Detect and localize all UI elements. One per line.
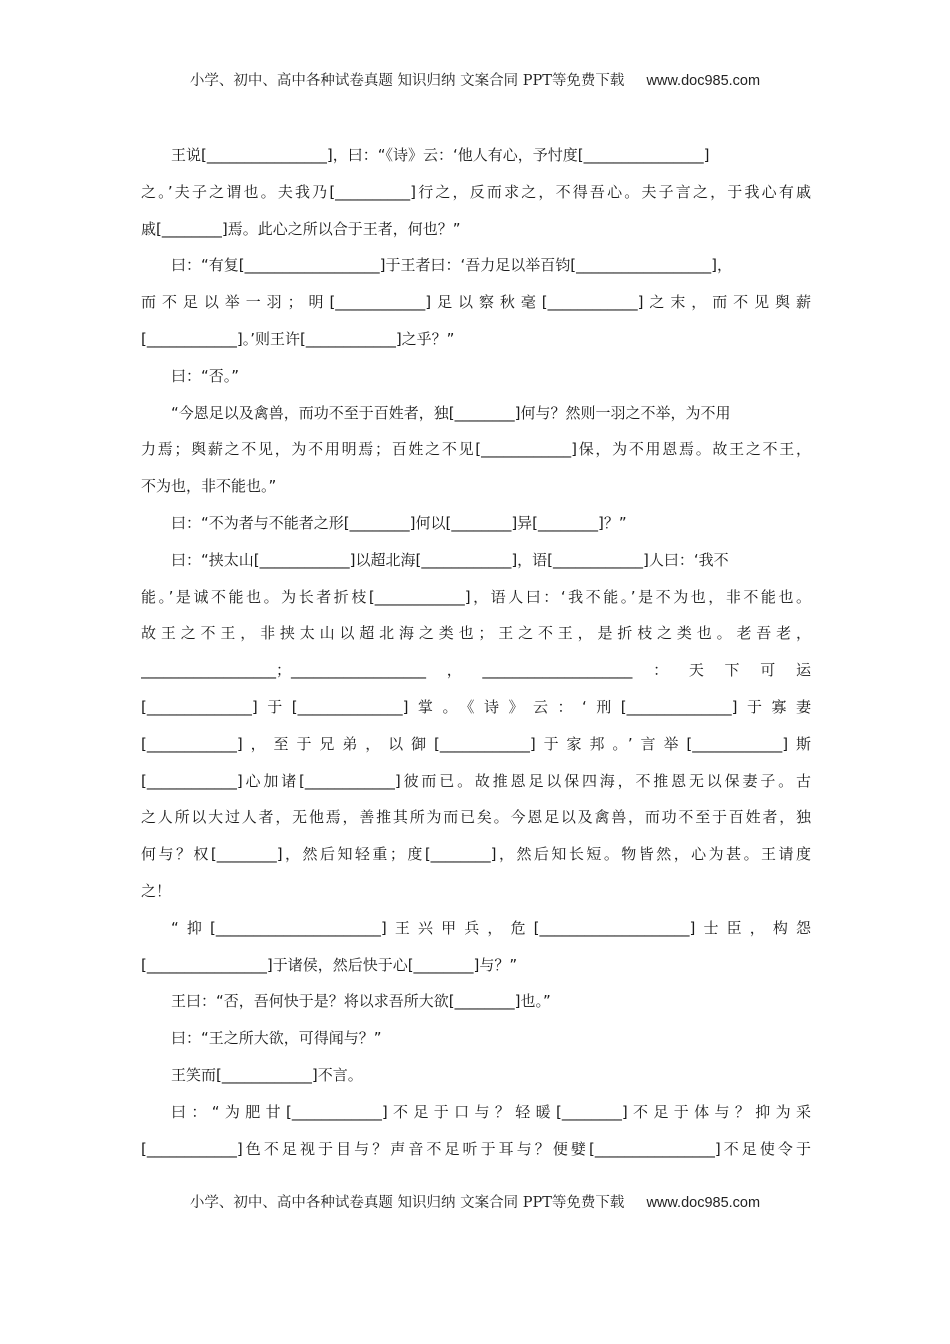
- passage-body: [141, 141, 811, 1171]
- passage-line: 曰：“王之所大欲，可得闻与？”: [171, 1029, 382, 1048]
- passage-line: [______________]于[______________]掌。《诗》云：‘刑[______________]于寡妻: [141, 697, 811, 716]
- passage-line: “今恩足以及禽兽，而功不至于百姓者，独[________]何与？然则一羽之不举，为不用: [171, 403, 731, 422]
- page-header-banner: [0, 69, 950, 90]
- passage-line: 曰：“否。”: [171, 366, 240, 385]
- passage-line: [____________]。’则王许[____________]之乎？”: [141, 329, 455, 348]
- passage-line: __________________；__________________，____________________：天下可运: [141, 661, 811, 680]
- passage-line: [________________]于诸侯，然后快于心[________]与？”: [141, 955, 518, 974]
- header-site[interactable]: www.doc985.com: [646, 73, 761, 89]
- footer-text: 小学、初中、高中各种试卷真题 知识归纳 文案合同 PPT等免费下载: [189, 1195, 625, 1211]
- passage-line: 之！: [141, 881, 172, 900]
- passage-line: 力焉；舆薪之不见，为不用明焉；百姓之不见[____________]保，为不用恩焉。故王之不王，: [141, 440, 811, 459]
- passage-line: 曰：“不为者与不能者之形[________]何以[________]异[________]？”: [171, 513, 627, 532]
- passage-line: 戚[________]焉。此心之所以合于王者，何也？”: [141, 219, 461, 238]
- passage-line: 何与？权[________]，然后知轻重；度[________]，然后知长短。物皆然，心为甚。王请度: [141, 845, 811, 864]
- passage-line: 之。’夫子之谓也。夫我乃[__________]行之，反而求之，不得吾心。夫子言之，于我心有戚: [141, 182, 811, 201]
- passage-line: 故王之不王，非挟太山以超北海之类也；王之不王，是折枝之类也。老吾老，: [141, 624, 811, 643]
- passage-line: 不为也，非不能也。”: [141, 477, 277, 496]
- passage-line: 能。’是诚不能也。为长者折枝[____________]，语人曰：‘我不能。’是不为也，非不能也。: [141, 587, 811, 606]
- page-footer-banner: [0, 1191, 950, 1212]
- passage-line: 曰：“有复[__________________]于王者曰：‘吾力足以举百钧[__________________]，: [171, 256, 732, 275]
- passage-line: “抑[______________________]王兴甲兵，危[____________________]士臣，构怨: [171, 918, 811, 937]
- passage-line: [____________]心加诸[____________]彼而已。故推恩足以保四海，不推恩无以保妻子。古: [141, 771, 811, 790]
- passage-line: 王笑而[____________]不言。: [171, 1065, 363, 1084]
- passage-line: 而不足以举一羽；明[____________]足以察秋毫[____________]之末，而不见舆薪: [141, 293, 811, 312]
- passage-line: 王说[________________]，曰：“《诗》云：‘他人有心，予忖度[________________]: [171, 146, 710, 164]
- passage-line: 王曰：“否，吾何快于是？将以求吾所大欲[________]也。”: [171, 992, 551, 1011]
- footer-site[interactable]: www.doc985.com: [646, 1195, 761, 1211]
- passage-line: 曰：“为肥甘[____________]不足于口与？轻暖[________]不足于体与？抑为采: [171, 1102, 811, 1121]
- passage-line: [____________]色不足视于目与？声音不足听于耳与？便嬖[________________]不足使令于: [141, 1139, 811, 1158]
- passage-line: 曰：“挟太山[____________]以超北海[____________]，语[____________]人曰：‘我不: [171, 550, 729, 569]
- passage-line: 之人所以大过人者，无他焉，善推其所为而已矣。今恩足以及禽兽，而功不至于百姓者，独: [141, 808, 811, 827]
- header-text: 小学、初中、高中各种试卷真题 知识归纳 文案合同 PPT等免费下载: [189, 73, 625, 89]
- passage-line: [____________]，至于兄弟，以御[____________]于家邦。’言举[____________]斯: [141, 734, 811, 753]
